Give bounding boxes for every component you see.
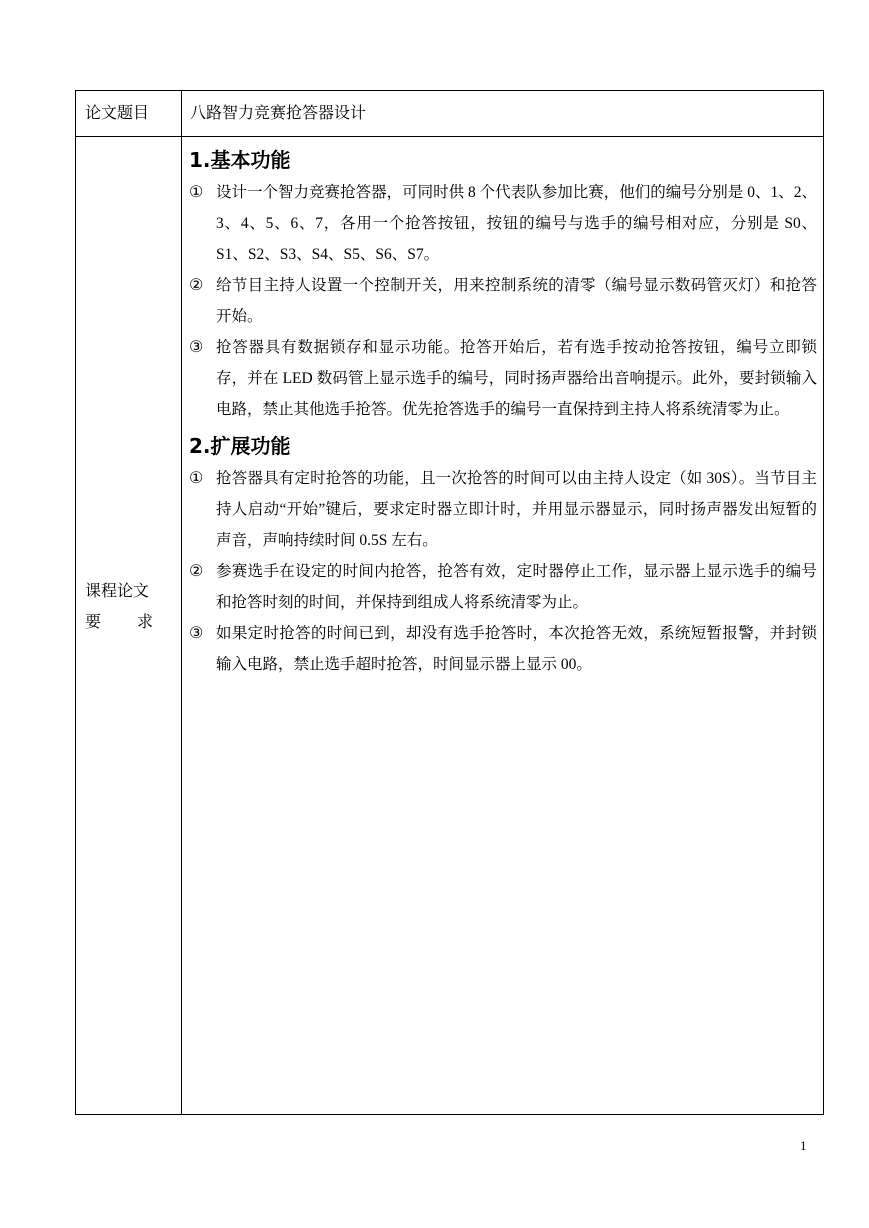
list-item: [189, 463, 817, 556]
section-heading-extended: 2.扩展功能: [189, 434, 291, 458]
item-text: 抢答器具有数据锁存和显示功能。抢答开始后，若有选手按动抢答按钮，编号立即锁存，并在 LED 数码管上显示选手的编号，同时扬声器给出音响提示。此外，要封锁输入电路，禁止其他选手抢答。优先抢答选手的编号一直保持到主持人将系统清零为止。: [216, 339, 817, 418]
title-row: [76, 91, 823, 137]
title-value: 八路智力竞赛抢答器设计: [190, 105, 367, 122]
list-item: [189, 270, 817, 332]
item-number: ③: [189, 339, 204, 356]
requirements-label-char1: 要: [85, 614, 102, 631]
page-number: 1: [800, 1138, 807, 1153]
requirements-label-char2: 求: [136, 614, 153, 631]
list-item: [189, 177, 817, 270]
list-item: [189, 556, 817, 618]
item-number: ②: [189, 563, 204, 580]
list-item: [189, 332, 817, 425]
item-number: ①: [189, 184, 204, 201]
item-text: 给节目主持人设置一个控制开关，用来控制系统的清零（编号显示数码管灭灯）和抢答开始。: [216, 277, 817, 325]
requirements-label: [85, 576, 173, 638]
item-number: ①: [189, 470, 204, 487]
section-heading-basic: 1.基本功能: [189, 148, 291, 172]
requirements-content: [189, 145, 817, 680]
requirements-label-line2: [85, 607, 153, 638]
course-paper-table: [75, 90, 824, 1115]
item-number: ②: [189, 277, 204, 294]
item-text: 设计一个智力竞赛抢答器，可同时供 8 个代表队参加比赛，他们的编号分别是 0、1、2、3、4、5、6、7，各用一个抢答按钮，按钮的编号与选手的编号相对应，分别是 S0、S1、S2、S3、S4、S5、S6、S7。: [216, 184, 817, 263]
item-text: 参赛选手在设定的时间内抢答，抢答有效，定时器停止工作，显示器上显示选手的编号和抢答时刻的时间，并保持到组成人将系统清零为止。: [216, 563, 817, 611]
title-label: 论文题目: [85, 105, 150, 122]
requirements-label-line1: 课程论文: [85, 583, 150, 600]
list-item: [189, 618, 817, 680]
item-number: ③: [189, 625, 204, 642]
item-text: 如果定时抢答的时间已到，却没有选手抢答时，本次抢答无效，系统短暂报警，并封锁输入电路，禁止选手超时抢答，时间显示器上显示 00。: [216, 625, 817, 673]
column-divider: [181, 91, 182, 1114]
item-text: 抢答器具有定时抢答的功能，且一次抢答的时间可以由主持人设定（如 30S）。当节目主持人启动“开始”键后，要求定时器立即计时，并用显示器显示，同时扬声器发出短暂的声音，声响持续时间 0.5S 左右。: [216, 470, 817, 549]
